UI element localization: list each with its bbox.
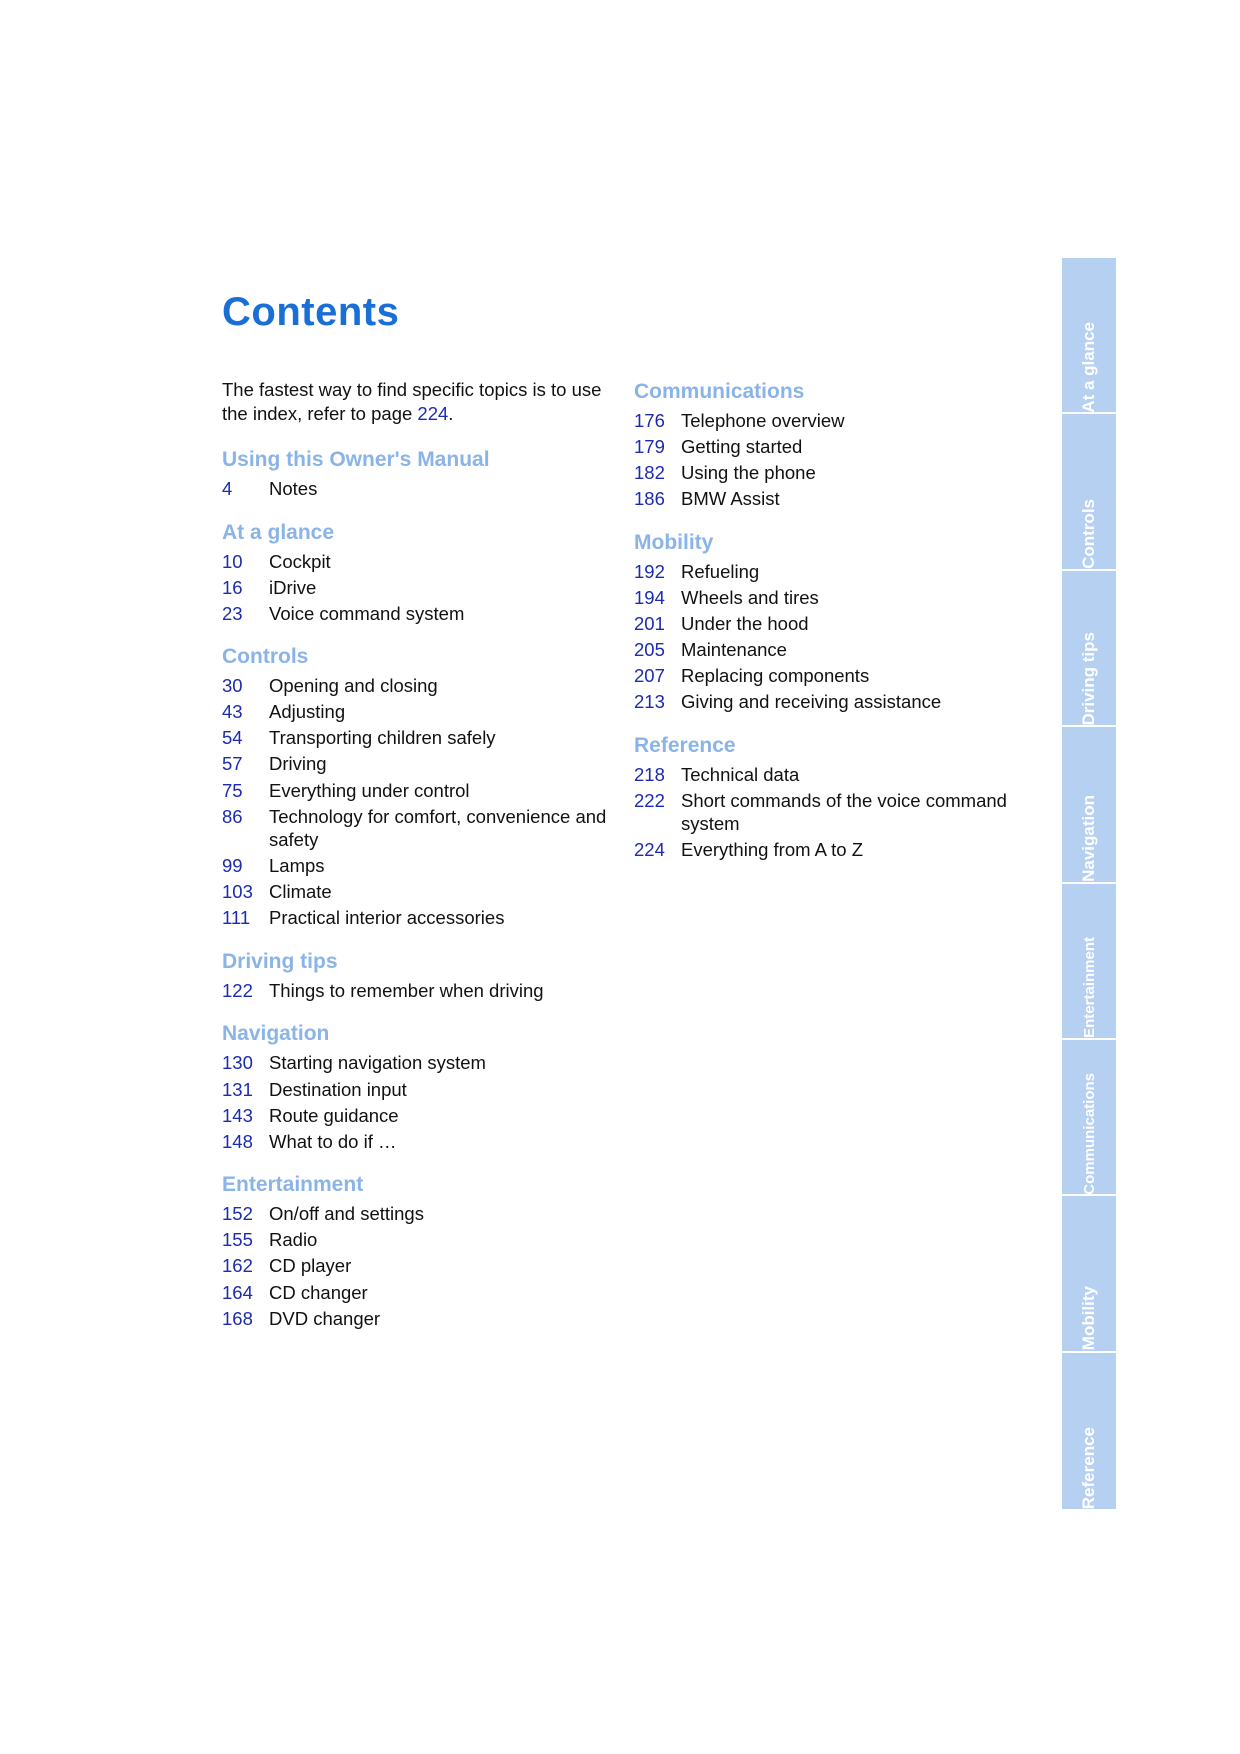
toc-page-number[interactable]: 213 [634,691,665,713]
toc-page-number[interactable]: 103 [222,881,253,903]
toc-page-number[interactable]: 194 [634,586,665,608]
toc-entry-label: Route guidance [269,1104,399,1126]
side-tab-navigation[interactable] [1062,727,1116,883]
toc-page-number[interactable]: 176 [634,410,665,431]
section-heading: At a glance [222,520,335,544]
section-communications [634,378,1034,511]
toc-entry[interactable] [222,805,622,852]
section-at-a-glance [222,519,622,626]
toc-entry-label: Wheels and tires [681,586,819,608]
toc-entry-label: Everything from A to Z [681,839,863,861]
toc-entry-label: Lamps [269,855,325,877]
toc-page-number[interactable]: 143 [222,1104,253,1126]
toc-entry-label: Notes [269,478,318,499]
toc-entry[interactable] [634,435,1034,459]
toc-entry-label: Practical interior accessories [269,907,505,929]
toc-entry-label: Adjusting [269,701,346,723]
toc-entry-label: Radio [269,1229,318,1251]
side-tab-mobility[interactable] [1062,1196,1116,1352]
toc-entry[interactable] [634,461,1034,485]
side-tab-label: Driving tips [1079,631,1098,726]
toc-entry[interactable] [222,700,622,724]
side-tab-label: Entertainment [1080,937,1098,1038]
side-tab-label: Communications [1080,1072,1098,1195]
toc-entry-label: Driving [269,753,327,775]
intro-text-end: . [448,403,454,424]
side-tab-label: Controls [1079,498,1098,569]
toc-page-number[interactable]: 168 [222,1307,253,1329]
right-sections [634,378,1034,862]
toc-entry[interactable] [222,602,622,626]
toc-entry[interactable] [634,487,1034,511]
toc-page-number[interactable]: 218 [634,763,665,785]
toc-page-number[interactable]: 148 [222,1130,253,1152]
toc-entry-label: Starting navigation system [269,1052,486,1074]
toc-entry[interactable] [634,586,1034,610]
toc-entry-label: Short commands of the voice command system [681,789,1007,835]
toc-page-number[interactable]: 224 [634,839,665,861]
section-heading: Reference [634,733,736,757]
page-title: Contents [222,290,400,334]
toc-page-number[interactable]: 131 [222,1078,253,1100]
side-tab-label: Reference [1079,1426,1098,1509]
toc-entry[interactable] [222,726,622,750]
toc-entry-label: Destination input [269,1078,407,1100]
toc-entry-label: Giving and receiving assistance [681,691,942,713]
toc-entry-label: CD player [269,1255,352,1277]
toc-entry[interactable] [222,1228,622,1252]
toc-entry[interactable] [222,477,622,501]
toc-entry[interactable] [222,979,622,1003]
toc-page-number[interactable]: 162 [222,1255,253,1277]
side-tab-strip [1062,258,1116,1509]
toc-page-number[interactable]: 205 [634,639,665,661]
toc-page-number[interactable]: 57 [222,753,243,775]
toc-entry-label: Using the phone [681,462,816,484]
section-heading: Driving tips [222,949,338,973]
side-tab-reference[interactable] [1062,1353,1116,1509]
toc-entry[interactable] [222,906,622,930]
toc-entry-label: Transporting children safely [269,727,496,749]
toc-page-number[interactable]: 182 [634,462,665,484]
side-tab-label: Mobility [1079,1286,1098,1351]
section-using-this-owner-s-manual [222,446,622,501]
toc-entry-label: Technical data [681,763,800,785]
toc-entry-label: Opening and closing [269,675,438,697]
toc-page-number[interactable]: 152 [222,1203,253,1225]
toc-entry[interactable] [222,674,622,698]
toc-page-number[interactable]: 10 [222,550,243,572]
toc-entry-label: Climate [269,881,332,903]
toc-entry[interactable] [634,690,1034,714]
left-sections [222,446,622,1330]
toc-entry[interactable] [222,550,622,574]
toc-page-number[interactable]: 54 [222,727,243,749]
toc-entry[interactable] [634,560,1034,584]
toc-entry[interactable] [222,1130,622,1154]
toc-page-number[interactable]: 30 [222,675,243,697]
toc-entry[interactable] [634,409,1034,433]
toc-page-number[interactable]: 23 [222,602,243,624]
toc-page-number[interactable]: 222 [634,789,665,811]
section-heading: Controls [222,645,309,669]
toc-entry[interactable] [634,789,1034,836]
intro-paragraph [222,378,622,426]
toc-entry-label: Cockpit [269,550,331,572]
toc-page-number[interactable]: 179 [634,436,665,458]
toc-page-number[interactable]: 75 [222,779,243,801]
side-tab-label: At a glance [1079,321,1098,413]
section-controls [222,643,622,930]
toc-page-number[interactable]: 99 [222,855,243,877]
toc-page-number[interactable]: 192 [634,560,665,582]
toc-page-number[interactable]: 43 [222,701,243,723]
toc-entry-label: CD changer [269,1281,368,1303]
section-navigation [222,1020,622,1153]
toc-entry-label: DVD changer [269,1307,381,1329]
side-tab-communications[interactable] [1062,1040,1116,1196]
toc-entry[interactable] [222,752,622,776]
toc-entry[interactable] [222,1202,622,1226]
toc-entry[interactable] [222,1307,622,1331]
toc-entry[interactable] [634,763,1034,787]
section-heading: Navigation [222,1022,330,1046]
toc-entry-label: Replacing components [681,665,870,687]
toc-page-number[interactable]: 4 [222,478,233,499]
toc-page-number[interactable]: 207 [634,665,665,687]
toc-entry-label: iDrive [269,576,317,598]
toc-page-number[interactable]: 130 [222,1052,253,1074]
toc-page-number[interactable]: 186 [634,488,665,510]
toc-page-number[interactable]: 201 [634,612,665,634]
toc-entry[interactable] [222,1051,622,1075]
toc-entry[interactable] [222,1104,622,1128]
toc-entry[interactable] [634,664,1034,688]
index-page-link[interactable]: 224 [417,403,449,424]
contents-right-column [634,378,1034,880]
toc-entry-label: Under the hood [681,612,809,634]
toc-entry-label: Everything under control [269,779,470,801]
toc-page-number[interactable]: 155 [222,1229,253,1251]
intro-text: The fastest way to find specific topics is to use the index, refer to page [222,379,602,424]
toc-page-number[interactable]: 86 [222,805,243,827]
toc-entry[interactable] [222,854,622,878]
section-heading: Entertainment [222,1173,364,1197]
section-heading: Using this Owner's Manual [222,448,490,471]
toc-entry[interactable] [222,779,622,803]
toc-entry[interactable] [634,838,1034,862]
toc-entry[interactable] [222,576,622,600]
side-tab-controls[interactable] [1062,414,1116,570]
toc-entry-label: Refueling [681,560,760,582]
toc-entry-label: Getting started [681,436,803,458]
toc-entry-label: What to do if … [269,1130,397,1152]
toc-page-number[interactable]: 122 [222,979,253,1001]
section-entertainment [222,1171,622,1330]
side-tab-entertainment[interactable] [1062,884,1116,1040]
toc-entry[interactable] [222,1254,622,1278]
section-driving-tips [222,948,622,1003]
toc-entry-label: Telephone overview [681,410,845,431]
toc-page-number[interactable]: 16 [222,576,243,598]
toc-page-number[interactable]: 111 [222,907,251,929]
toc-entry-label: Voice command system [269,602,465,624]
toc-entry[interactable] [634,638,1034,662]
toc-entry-label: BMW Assist [681,488,780,510]
side-tab-at-a-glance[interactable] [1062,258,1116,414]
toc-entry[interactable] [222,1281,622,1305]
section-mobility [634,529,1034,714]
section-reference [634,732,1034,862]
section-heading: Mobility [634,530,714,554]
toc-entry[interactable] [222,880,622,904]
toc-entry-label: Things to remember when driving [269,979,544,1001]
side-tab-driving-tips[interactable] [1062,571,1116,727]
toc-entry[interactable] [222,1078,622,1102]
toc-entry-label: On/off and settings [269,1203,424,1225]
toc-entry-label: Technology for comfort, convenience and safety [269,805,607,851]
toc-entry[interactable] [634,612,1034,636]
contents-left-column [222,378,622,1348]
toc-entry-label: Maintenance [681,639,787,661]
toc-page-number[interactable]: 164 [222,1281,253,1303]
side-tab-label: Navigation [1079,794,1098,882]
section-heading: Communications [634,380,805,403]
